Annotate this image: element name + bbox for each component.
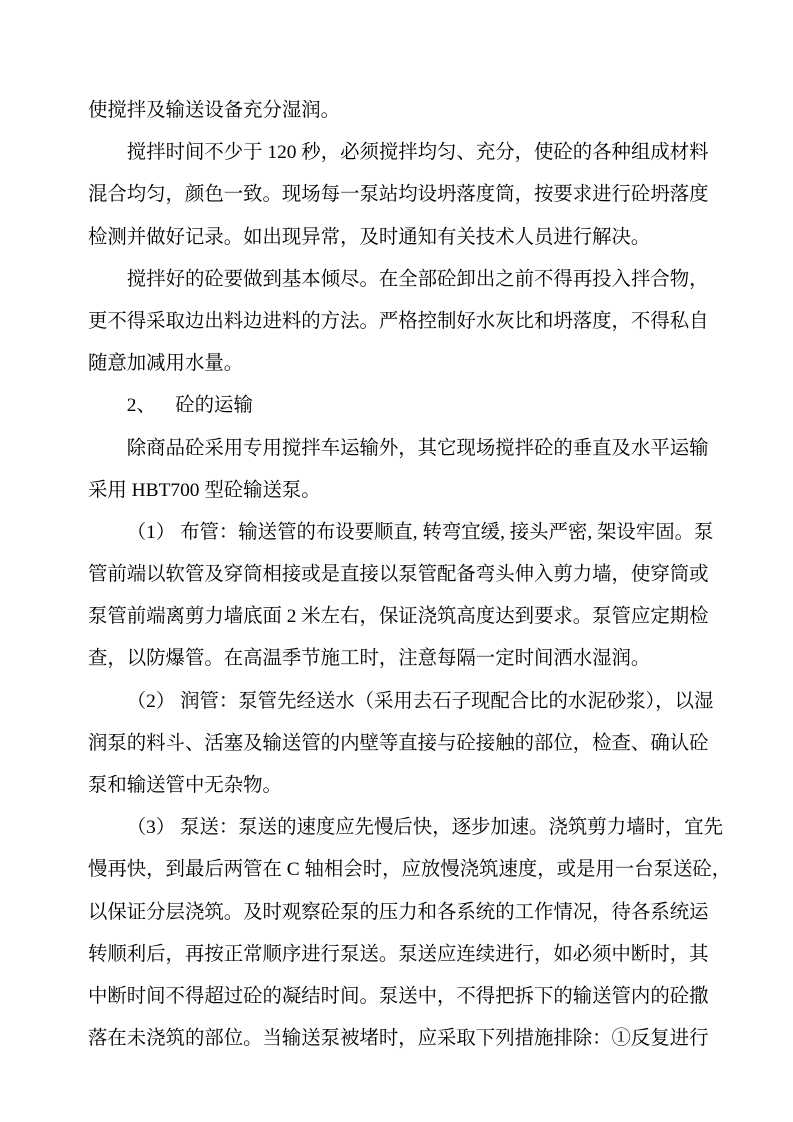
text-line: 更不得采取边出料边进料的方法。严格控制好水灰比和坍落度，不得私自	[88, 310, 709, 332]
text-line: 以保证分层浇筑。及时观察砼泵的压力和各系统的工作情况，待各系统运	[88, 901, 709, 923]
text-line: 查，以防爆管。在高温季节施工时，注意每隔一定时间洒水湿润。	[88, 648, 651, 670]
text-line: 搅拌好的砼要做到基本倾尽。在全部砼卸出之前不得再投入拌合物，	[126, 268, 709, 290]
text-line: 随意加减用水量。	[88, 353, 244, 375]
text-line: （2） 润管：泵管先经送水（采用去石子现配合比的水泥砂浆），以湿	[126, 690, 714, 712]
text-line: 2、 砼的运输	[126, 395, 253, 417]
text-line: 使搅拌及输送设备充分湿润。	[88, 100, 341, 121]
text-line: 落在未浇筑的部位。当输送泵被堵时，应采取下列措施排除：①反复进行	[88, 1028, 709, 1050]
text-line: 管前端以软管及穿筒相接或是直接以泵管配备弯头伸入剪力墙，使穿筒或	[88, 564, 709, 586]
document-text	[88, 90, 732, 1060]
text-line: 中断时间不得超过砼的凝结时间。泵送中，不得把拆下的输送管内的砼撒	[88, 985, 709, 1007]
text-line: 转顺利后，再按正常顺序进行泵送。泵送应连续进行，如必须中断时，其	[88, 943, 709, 965]
text-line: 泵管前端离剪力墙底面 2 米左右，保证浇筑高度达到要求。泵管应定期检	[88, 606, 709, 628]
text-line: 检测并做好记录。如出现异常，及时通知有关技术人员进行解决。	[88, 226, 651, 248]
text-line: 采用 HBT700 型砼输送泵。	[88, 479, 321, 501]
text-line: 混合均匀，颜色一致。现场每一泵站均设坍落度筒，按要求进行砼坍落度	[88, 184, 709, 206]
text-line: 润泵的料斗、活塞及输送管的内壁等直接与砼接触的部位，检查、确认砼	[88, 732, 709, 754]
text-line: （1） 布管：输送管的布设要顺直, 转弯宜缓, 接头严密, 架设牢固。泵	[126, 521, 714, 543]
text-line: 搅拌时间不少于 120 秒，必须搅拌均匀、充分，使砼的各种组成材料	[126, 142, 709, 164]
text-line: 慢再快，到最后两管在 C 轴相会时，应放慢浇筑速度，或是用一台泵送砼，	[88, 859, 732, 881]
text-line: 除商品砼采用专用搅拌车运输外，其它现场搅拌砼的垂直及水平运输	[126, 437, 709, 459]
text-line: （3） 泵送：泵送的速度应先慢后快，逐步加速。浇筑剪力墙时，宜先	[126, 817, 724, 839]
text-line: 泵和输送管中无杂物。	[88, 775, 282, 796]
